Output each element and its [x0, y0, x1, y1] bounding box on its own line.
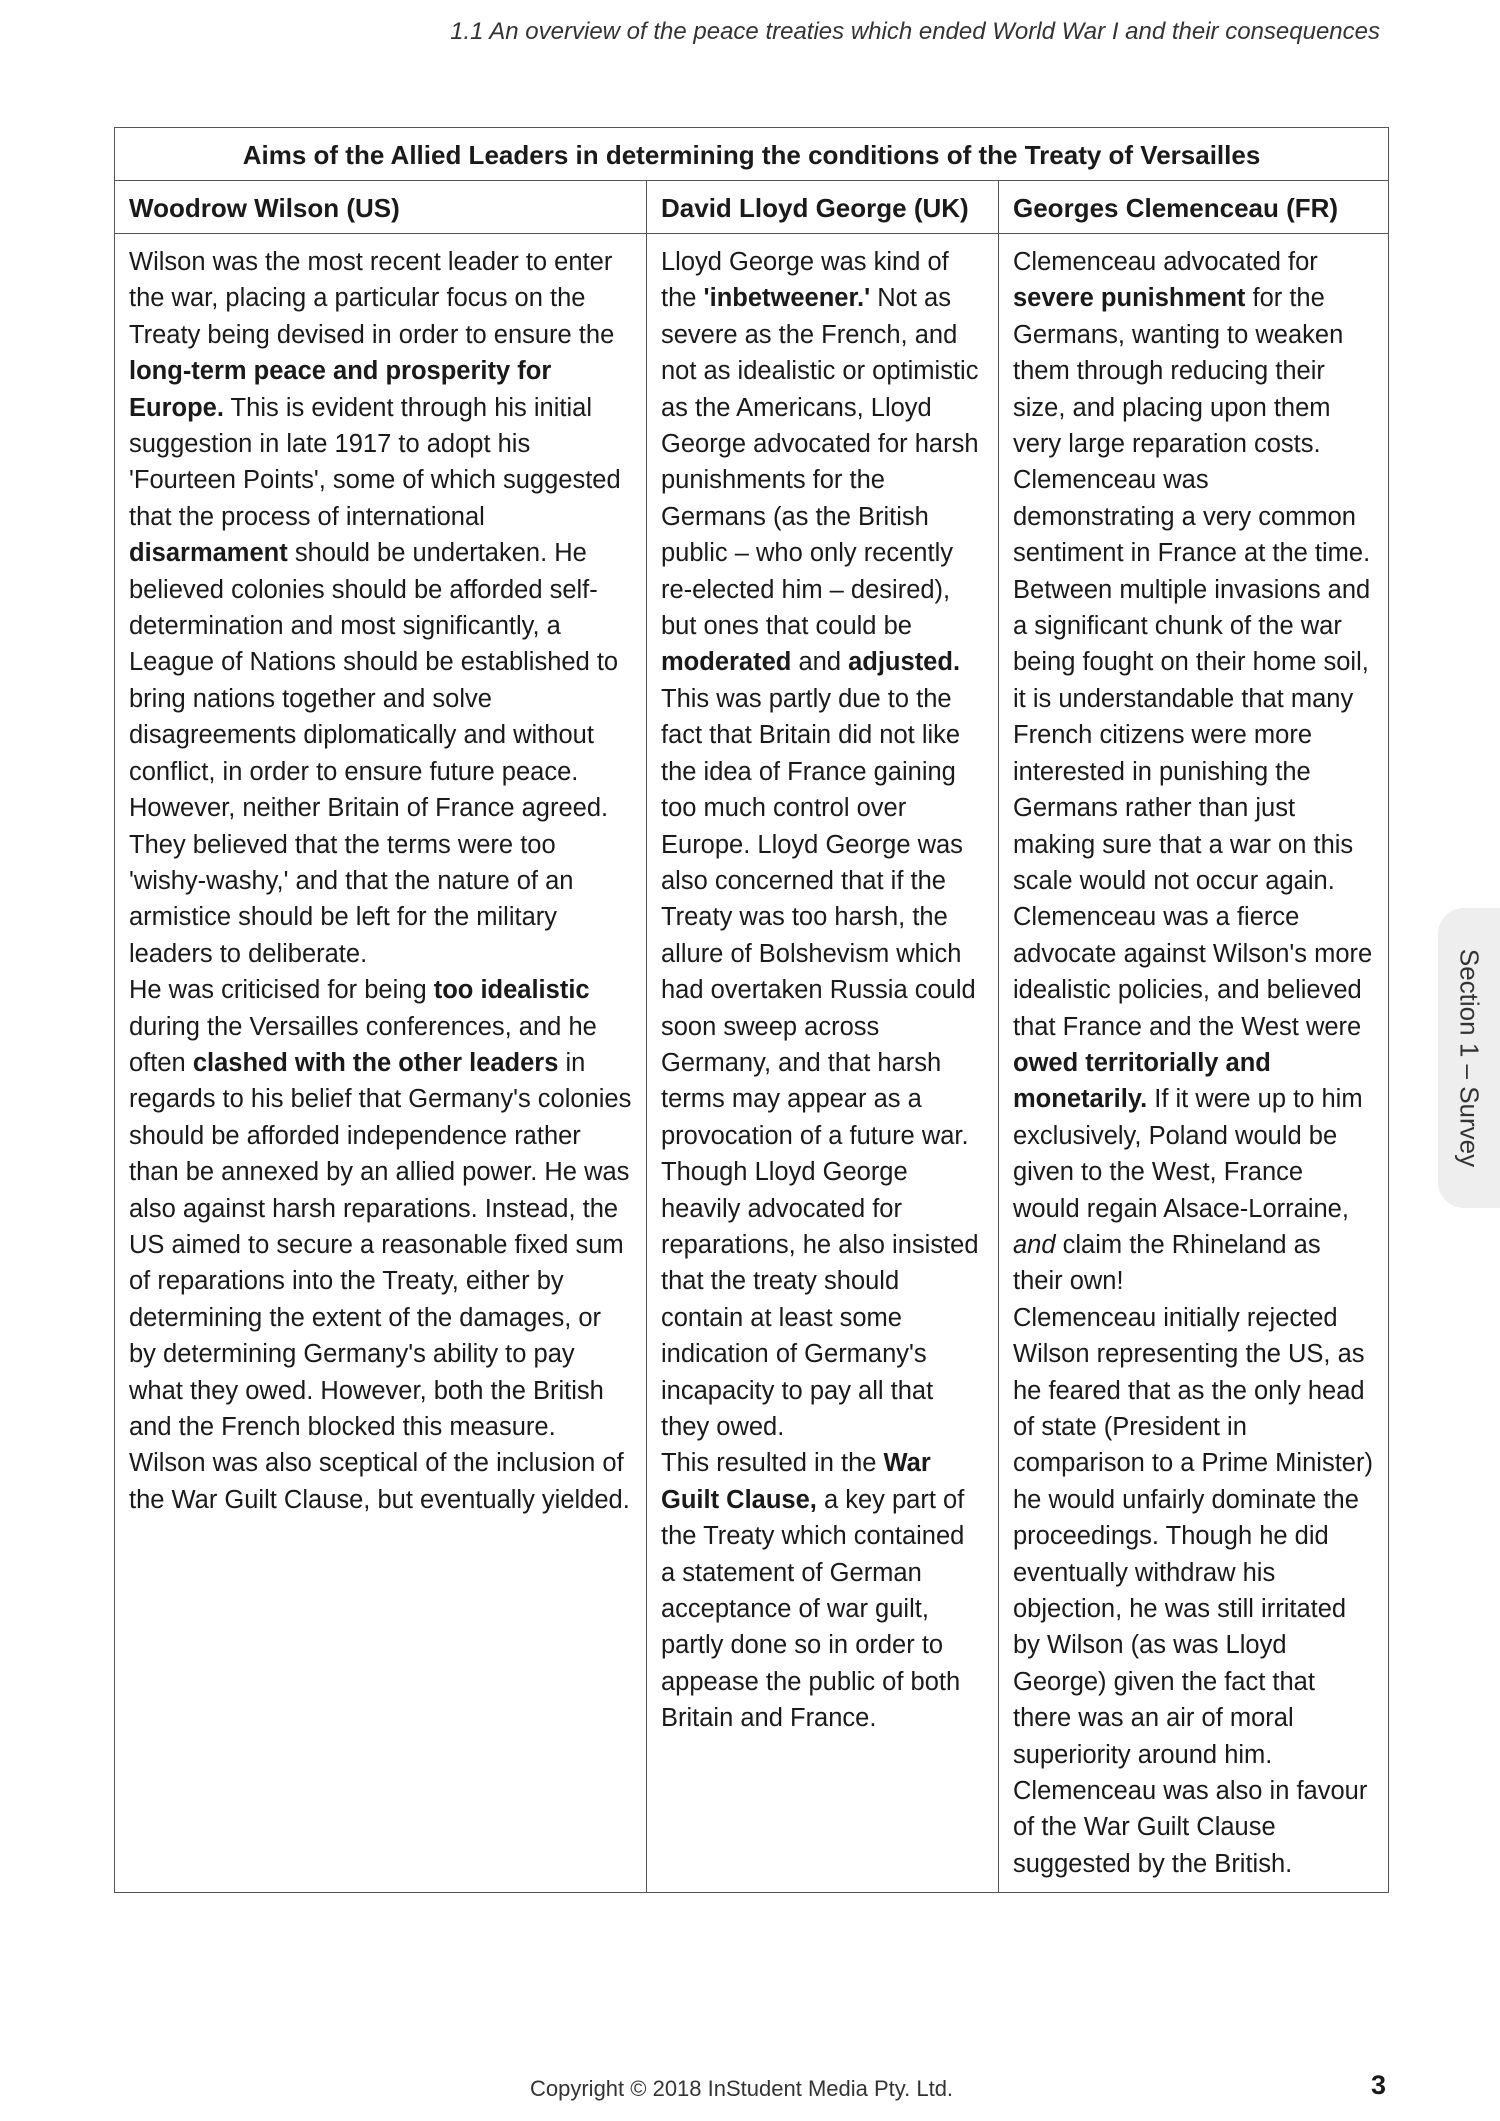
- text-run: in regards to his belief that Germany's colonies should be afforded independence rather than be annexed by an allied power. He was also against harsh reparations. Instead, the US aimed to secure a reasonable fixed sum of reparations into the Treaty, either by determining the extent of the damages, or by determining Germany's ability to pay what they owed. However, both the British and the French blocked this measure. Wilson was also sceptical of the inclusion of the War Guilt Clause, but eventually yielded.: [129, 1048, 632, 1514]
- italic-text: and: [1013, 1230, 1056, 1259]
- text-run: This resulted in the: [661, 1449, 884, 1478]
- aims-paragraph: [661, 1445, 984, 1736]
- text-run: Though Lloyd George heavily advocated for reparations, he also insisted that the treaty should contain at least some indication of Germany's incapacity to pay all that they owed.: [661, 1158, 979, 1441]
- text-run: during the Versailles conferences, and he often: [129, 1012, 597, 1077]
- emphasis-text: owed territorially and monetarily.: [1013, 1048, 1271, 1114]
- aims-paragraph: [1013, 462, 1374, 899]
- aims-paragraph: [661, 244, 984, 1154]
- text-run: Lloyd George was kind of the: [661, 248, 949, 313]
- emphasis-text: moderated: [661, 648, 792, 677]
- emphasis-text: clashed with the other leaders: [192, 1048, 559, 1077]
- text-run: This is evident through his initial suggestion in late 1917 to adopt his 'Fourteen Points', some of which suggested that the process of international: [129, 393, 621, 531]
- text-run: Clemenceau initially rejected Wilson representing the US, as he feared that as the only head of state (President in comparison to a Prime Minister) he would unfairly dominate the proceedings. Though he did eventually withdraw his objection, he was still irritated by Wilson (as was Lloyd George) given the fact that there was an air of moral superiority around him. Clemenceau was also in favour of the War Guilt Clause suggested by the British.: [1013, 1303, 1373, 1878]
- emphasis-text: too idealistic: [433, 976, 590, 1005]
- page-number: 3: [1370, 2070, 1386, 2100]
- text-run: and: [791, 648, 849, 677]
- copyright-notice: Copyright © 2018 InStudent Media Pty. Ltd.: [530, 2076, 954, 2101]
- aims-table: [114, 127, 1389, 1893]
- text-run: However, neither Britain of France agreed. They believed that the terms were too 'wishy-washy,' and that the nature of an armistice should be left for the military leaders to deliberate.: [129, 794, 609, 968]
- aims-paragraph: [1013, 244, 1374, 462]
- aims-paragraph: [129, 790, 632, 972]
- column-heading-wilson: Woodrow Wilson (US): [115, 181, 647, 234]
- text-run: Clemenceau was a fierce advocate against Wilson's more idealistic policies, and believed that France and the West were: [1013, 903, 1373, 1041]
- aims-paragraph: [129, 972, 632, 1518]
- wilson-aims-cell: [115, 234, 647, 1893]
- lloyd-george-aims-cell: [647, 234, 999, 1893]
- text-run: claim the Rhineland as their own!: [1013, 1230, 1321, 1296]
- running-header: 1.1 An overview of the peace treaties which ended World War I and their consequences: [450, 18, 1380, 45]
- aims-paragraph: [1013, 899, 1374, 1299]
- section-tab: [1438, 908, 1500, 1208]
- text-run: Clemenceau advocated for: [1013, 248, 1318, 276]
- text-run: should be undertaken. He believed colonies should be afforded self-determination and most significantly, a League of Nations should be established to bring nations together and solve disagreements diplomatically and without conflict, in order to ensure future peace.: [129, 539, 619, 786]
- emphasis-text: 'inbetweener.': [703, 284, 871, 313]
- aims-paragraph: [1013, 1300, 1374, 1883]
- aims-paragraph: [129, 244, 632, 790]
- emphasis-text: adjusted.: [848, 648, 961, 677]
- text-run: Not as severe as the French, and not as idealistic or optimistic as the Americans, Lloyd George advocated for harsh punishments for the Germans (as the British public – who only recently re-elected him – desired), but ones that could be: [661, 284, 979, 641]
- text-run: for the Germans, wanting to weaken them through reducing their size, and placing upon them very large reparation costs.: [1013, 284, 1344, 459]
- emphasis-text: long-term peace and prosperity for Europe.: [129, 357, 552, 422]
- clemenceau-aims-cell: [999, 234, 1389, 1893]
- emphasis-text: War Guilt Clause,: [661, 1449, 931, 1514]
- emphasis-text: severe punishment: [1013, 284, 1246, 313]
- text-run: Clemenceau was demonstrating a very common sentiment in France at the time. Between multiple invasions and a significant chunk of the war being fought on their home soil, it is understandable that many French citizens were more interested in punishing the Germans rather than just making sure that a war on this scale would not occur again.: [1013, 466, 1371, 895]
- section-tab-label: Section 1 – Survey: [1454, 948, 1485, 1168]
- aims-paragraph: [661, 1154, 984, 1445]
- text-run: If it were up to him exclusively, Poland would be given to the West, France would regain Alsace-Lorraine,: [1013, 1085, 1363, 1223]
- text-run: He was criticised for being: [129, 976, 434, 1005]
- text-run: Wilson was the most recent leader to enter the war, placing a particular focus on the Treaty being devised in order to ensure the: [129, 248, 615, 349]
- emphasis-text: disarmament: [129, 539, 288, 568]
- column-heading-lloyd-george: David Lloyd George (UK): [647, 181, 999, 234]
- column-heading-clemenceau: Georges Clemenceau (FR): [999, 181, 1389, 234]
- text-run: a key part of the Treaty which contained a statement of German acceptance of war guilt, partly done so in order to appease the public of both Britain and France.: [661, 1485, 965, 1733]
- table-title: Aims of the Allied Leaders in determining the conditions of the Treaty of Versailles: [115, 128, 1389, 181]
- text-run: This was partly due to the fact that Britain did not like the idea of France gaining too much control over Europe. Lloyd George was also concerned that if the Treaty was too harsh, the allure of Bolshevism which had overtaken Russia could soon sweep across Germany, and that harsh terms may appear as a provocation of a future war.: [661, 684, 976, 1150]
